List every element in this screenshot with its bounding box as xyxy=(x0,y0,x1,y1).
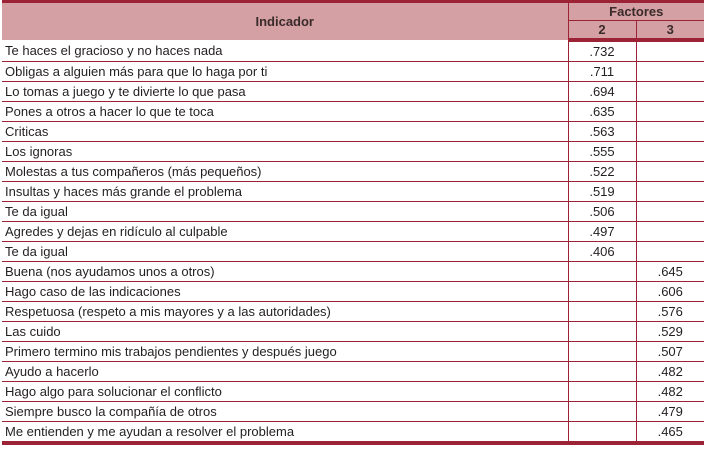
factor-2-cell: .555 xyxy=(568,142,636,162)
indicator-cell: Primero termino mis trabajos pendientes y después juego xyxy=(2,342,568,362)
table-row xyxy=(2,282,704,302)
factor-3-cell xyxy=(636,122,704,142)
indicator-cell: Criticas xyxy=(2,122,568,142)
indicator-cell: Ayudo a hacerlo xyxy=(2,362,568,382)
indicator-cell: Insultas y haces más grande el problema xyxy=(2,182,568,202)
indicator-cell: Hago caso de las indicaciones xyxy=(2,282,568,302)
table-row xyxy=(2,422,704,444)
indicator-cell: Pones a otros a hacer lo que te toca xyxy=(2,102,568,122)
table-row xyxy=(2,40,704,62)
table-row xyxy=(2,382,704,402)
indicator-cell: Molestas a tus compañeros (más pequeños) xyxy=(2,162,568,182)
table-row xyxy=(2,62,704,82)
factor-2-cell xyxy=(568,322,636,342)
table-row xyxy=(2,322,704,342)
factor-2-cell: .519 xyxy=(568,182,636,202)
factor-2-cell: .694 xyxy=(568,82,636,102)
factor-2-cell xyxy=(568,422,636,444)
indicator-cell: Me entienden y me ayudan a resolver el problema xyxy=(2,422,568,444)
indicator-cell: Hago algo para solucionar el conflicto xyxy=(2,382,568,402)
table-row xyxy=(2,362,704,382)
factor-3-cell xyxy=(636,162,704,182)
factor-2-cell: .497 xyxy=(568,222,636,242)
indicator-cell: Te haces el gracioso y no haces nada xyxy=(2,40,568,62)
factor-table-container xyxy=(2,0,704,445)
factor-2-cell xyxy=(568,362,636,382)
factor-2-cell: .732 xyxy=(568,40,636,62)
factor-3-cell: .576 xyxy=(636,302,704,322)
table-row xyxy=(2,202,704,222)
table-body xyxy=(2,40,704,443)
factor-2-cell xyxy=(568,402,636,422)
table-row xyxy=(2,222,704,242)
factor-2-cell xyxy=(568,282,636,302)
factor-3-cell xyxy=(636,222,704,242)
table-row xyxy=(2,342,704,362)
indicator-cell: Las cuido xyxy=(2,322,568,342)
header-factor-3: 3 xyxy=(636,21,704,41)
header-indicator: Indicador xyxy=(2,3,568,40)
table-row xyxy=(2,242,704,262)
indicator-cell: Los ignoras xyxy=(2,142,568,162)
indicator-cell: Respetuosa (respeto a mis mayores y a las autoridades) xyxy=(2,302,568,322)
indicator-cell: Agredes y dejas en ridículo al culpable xyxy=(2,222,568,242)
table-row xyxy=(2,182,704,202)
factor-2-cell: .711 xyxy=(568,62,636,82)
factor-2-cell xyxy=(568,262,636,282)
table-header xyxy=(2,3,704,40)
indicator-cell: Siempre busco la compañía de otros xyxy=(2,402,568,422)
factor-3-cell xyxy=(636,102,704,122)
factor-3-cell xyxy=(636,82,704,102)
table-row xyxy=(2,162,704,182)
table-row xyxy=(2,142,704,162)
table-row xyxy=(2,102,704,122)
factor-2-cell xyxy=(568,382,636,402)
table-row xyxy=(2,302,704,322)
factor-3-cell xyxy=(636,142,704,162)
factor-loadings-table xyxy=(2,3,704,445)
factor-2-cell xyxy=(568,342,636,362)
factor-3-cell: .507 xyxy=(636,342,704,362)
factor-3-cell: .482 xyxy=(636,382,704,402)
factor-3-cell: .645 xyxy=(636,262,704,282)
indicator-cell: Lo tomas a juego y te divierte lo que pasa xyxy=(2,82,568,102)
indicator-cell: Buena (nos ayudamos unos a otros) xyxy=(2,262,568,282)
table-row xyxy=(2,262,704,282)
factor-3-cell: .479 xyxy=(636,402,704,422)
header-factor-2: 2 xyxy=(568,21,636,41)
factor-3-cell xyxy=(636,62,704,82)
table-row xyxy=(2,122,704,142)
header-factors: Factores xyxy=(568,3,704,21)
factor-3-cell: .465 xyxy=(636,422,704,444)
factor-2-cell: .406 xyxy=(568,242,636,262)
factor-2-cell: .522 xyxy=(568,162,636,182)
indicator-cell: Te da igual xyxy=(2,242,568,262)
factor-3-cell xyxy=(636,40,704,62)
indicator-cell: Obligas a alguien más para que lo haga por ti xyxy=(2,62,568,82)
factor-3-cell: .482 xyxy=(636,362,704,382)
factor-2-cell: .506 xyxy=(568,202,636,222)
factor-2-cell: .635 xyxy=(568,102,636,122)
table-row xyxy=(2,82,704,102)
table-row xyxy=(2,402,704,422)
factor-3-cell xyxy=(636,182,704,202)
factor-2-cell xyxy=(568,302,636,322)
factor-3-cell: .529 xyxy=(636,322,704,342)
factor-3-cell xyxy=(636,202,704,222)
indicator-cell: Te da igual xyxy=(2,202,568,222)
factor-2-cell: .563 xyxy=(568,122,636,142)
factor-3-cell: .606 xyxy=(636,282,704,302)
factor-3-cell xyxy=(636,242,704,262)
